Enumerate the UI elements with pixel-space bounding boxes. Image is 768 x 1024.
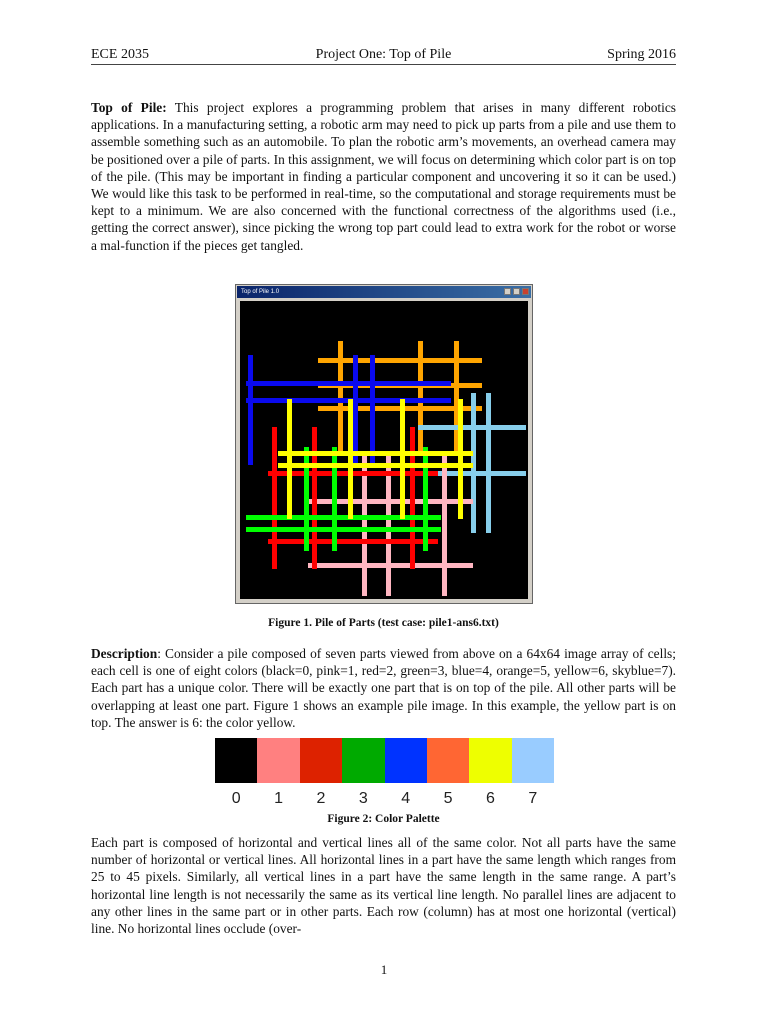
close-icon	[522, 288, 529, 295]
pink-v-line	[442, 451, 447, 596]
color-palette	[215, 738, 554, 783]
palette-swatch	[215, 738, 257, 783]
green-h-line	[246, 527, 441, 532]
figure2-caption: Figure 2: Color Palette	[327, 813, 440, 825]
yellow-v-line	[458, 399, 463, 519]
pile-image	[240, 301, 528, 599]
palette-label: 5	[443, 790, 453, 807]
palette-swatch	[300, 738, 342, 783]
orange-v-line	[338, 341, 343, 451]
color-palette-labels	[215, 790, 554, 808]
yellow-h-line	[278, 451, 473, 456]
blue-v-line	[370, 355, 375, 465]
green-v-line	[332, 447, 337, 551]
yellow-h-line	[278, 463, 473, 468]
palette-label: 6	[485, 790, 495, 807]
palette-swatch	[342, 738, 384, 783]
term: Spring 2016	[607, 47, 676, 62]
yellow-v-line	[348, 399, 353, 519]
palette-label: 3	[358, 790, 368, 807]
intro-paragraph	[91, 99, 676, 254]
project-title: Project One: Top of Pile	[315, 47, 452, 62]
green-h-line	[246, 515, 441, 520]
window-titlebar	[237, 286, 531, 298]
description-text: : Consider a pile composed of seven parts viewed from above on a 64x64 image array of cells; each cell is one of eight colors (black=0, pink=1, red=2, green=3, blue=4, orange=5, yellow=6, skyblue=7). Each part has a unique color. There will be exactly one part that is on top of the pile. All other parts will be overlapping at least one part. Figure 1 shows an example pile image. In this example, the yellow part is on top. The answer is 6: the color yellow.	[91, 646, 676, 730]
palette-label: 2	[316, 790, 326, 807]
green-v-line	[423, 447, 428, 551]
red-v-line	[272, 427, 277, 569]
description-lead: Description	[91, 646, 158, 661]
green-v-line	[304, 447, 309, 551]
minimize-icon	[504, 288, 511, 295]
blue-h-line	[246, 381, 451, 386]
parts-paragraph: Each part is composed of horizontal and vertical lines all of the same color. Not all parts have the same number of horizontal or vertical lines. All horizontal lines in a part have the same length which ranges from 25 to 45 pixels. Similarly, all vertical lines in a part have the same length in the same range. A part’s horizontal line length is not necessarily the same as its vertical line length. No parallel lines are adjacent to any other lines in the same part or in other parts. Each row (column) has at most one horizontal (vertical) line. No horizontal lines occlude (over-	[91, 835, 676, 937]
intro-lead: Top of Pile:	[91, 100, 167, 115]
palette-swatch	[257, 738, 299, 783]
page-header	[91, 46, 676, 65]
palette-swatch	[512, 738, 554, 783]
page-number: 1	[380, 962, 388, 977]
palette-label: 4	[401, 790, 411, 807]
red-v-line	[410, 427, 415, 569]
yellow-v-line	[400, 399, 405, 519]
palette-swatch	[427, 738, 469, 783]
intro-text: This project explores a programming problem that arises in many different robotics applications. In a manufacturing setting, a robotic arm may need to pick up parts from a pile and use them to assemble something such as an automobile. To plan the robotic arm’s movements, an overhead camera may be positioned over a pile of parts. In this assignment, we will focus on determining which color part is on top of the pile. (This may be important in finding a particular component and uncovering it so it can be used.) We would like this task to be performed in real-time, so the computational and storage requirements must be kept to a minimum. We are also concerned with the functional correctness of the algorithms used (i.e., getting the correct answer), since picking the wrong top part could lead to extra work for the robot or worse a mal-function if the pieces get tangled.	[91, 100, 677, 253]
blue-v-line	[353, 355, 358, 465]
skyblue-v-line	[486, 393, 491, 533]
red-v-line	[312, 427, 317, 569]
orange-v-line	[418, 341, 423, 451]
blue-v-line	[248, 355, 253, 465]
description-paragraph	[91, 645, 676, 731]
palette-label: 1	[274, 790, 284, 807]
palette-swatch	[385, 738, 427, 783]
figure1-caption: Figure 1. Pile of Parts (test case: pile1-ans6.txt)	[268, 617, 499, 629]
palette-label: 0	[231, 790, 241, 807]
palette-swatch	[469, 738, 511, 783]
maximize-icon	[513, 288, 520, 295]
palette-label: 7	[528, 790, 538, 807]
yellow-v-line	[287, 399, 292, 519]
window-title: Top of Pile 1.0	[241, 289, 280, 295]
course-code: ECE 2035	[91, 47, 149, 62]
pile-app-window	[235, 284, 533, 604]
